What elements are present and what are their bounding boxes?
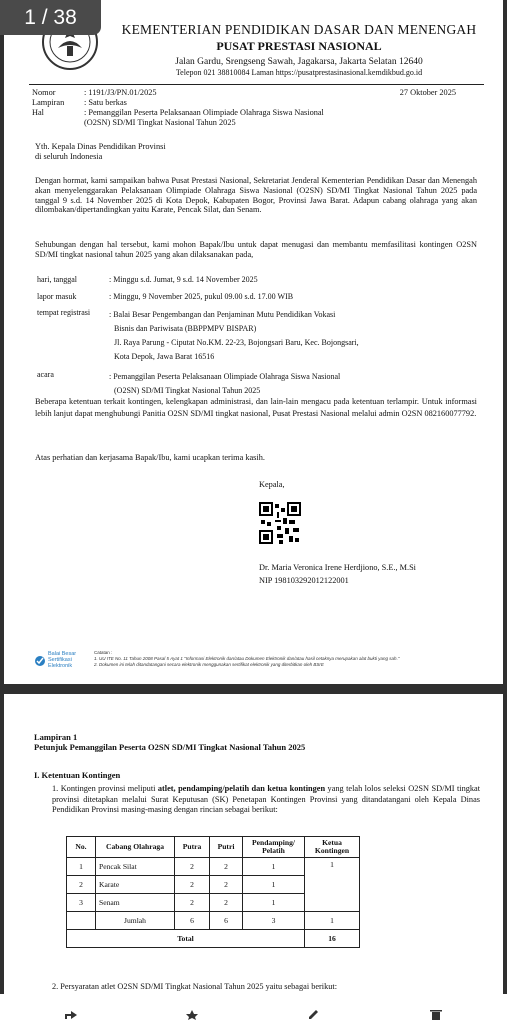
hal-value-cont: (O2SN) SD/MI Tingkat Nasional Tahun 2025: [84, 118, 236, 127]
body-paragraph-1: Dengan hormat, kami sampaikan bahwa Pusat Prestasi Nasional, Sekretariat Jenderal Kementerian Pendidikan Dasar dan Menengah akan menyelenggarakan Pelaksanaan Olimpiade Olahraga Siswa Nasional (O2SN) SD/MI Tingkat Nasional Tahun 2025 pada tanggal 9 s.d. 14 November 2025 di Kota Depok, Kabupaten Bogor, Provinsi Jawa Barat. Adapun cabang olahraga yang akan dilombakan/dipertandingkan yaitu Karate, Pencak Silat, dan Senam.: [35, 176, 477, 215]
table-row: [67, 912, 360, 930]
tempat-line-2: Bisnis dan Pariwisata (BBPPMPV BISPAR): [114, 324, 257, 333]
nomor-label: Nomor: [32, 88, 56, 97]
cell: 2: [175, 876, 210, 894]
document-page-2: [4, 694, 503, 994]
tempat-label: tempat registrasi: [37, 308, 91, 317]
cell: 2: [175, 858, 210, 876]
contingent-table: [66, 836, 360, 948]
lapor-value: : Minggu, 9 November 2025, pukul 09.00 s.d. 17.00 WIB: [109, 291, 294, 301]
address: Jalan Gardu, Srengseng Sawah, Jagakarsa, Jakarta Selatan 12640: [175, 57, 423, 67]
letter-meta: [32, 88, 482, 128]
tempat-line-4: Kota Depok, Jawa Barat 16516: [114, 352, 215, 361]
cell: Jumlah: [96, 912, 175, 930]
item-1-text-pre: Kontingen provinsi meliputi: [60, 784, 158, 793]
recipient: [35, 142, 477, 162]
col-header-pendamping: Pendamping/ Pelatih: [243, 837, 305, 858]
acara-line-2: (O2SN) SD/MI Tingkat Nasional Tahun 2025: [114, 386, 261, 395]
item-2: 2. Persyaratan atlet O2SN SD/MI Tingkat Nasional Tahun 2025 yaitu sebagai berikut:: [52, 982, 338, 991]
bsre-logo-icon: [34, 655, 46, 667]
table-total-row: [67, 930, 360, 948]
bottom-navigation-bar: [0, 994, 507, 1024]
item-1-text-post: yang telah lolos seleksi O2SN SD/MI tingkat provinsi ditetapkan melalui Surat Keputusan (SK) Penetapan Kontingen Provinsi yang ditandatangani oleh Kepala Dinas Pendidikan Provinsi masing-masing dengan rincian sebagai berikut:: [52, 784, 480, 814]
letter-date: 27 Oktober 2025: [399, 88, 456, 97]
cell: 3: [67, 894, 96, 912]
cell: 1: [243, 876, 305, 894]
cell: 2: [175, 894, 210, 912]
document-page-1: [4, 0, 503, 684]
note-1: 1. UU ITE No. 11 Tahun 2008 Pasal 5 Ayat 1 "Informasi Elektronik dan/atau Dokumen Elektronik dan/atau hasil cetaknya merupakan alat bukti yang sah.": [94, 656, 400, 661]
cell: 2: [210, 894, 243, 912]
total-label: Total: [67, 930, 305, 948]
note-2: 2. Dokumen ini telah ditandatangani secara elektronik menggunakan sertifikat elektronik yang diterbitkan oleh BSrE: [94, 662, 324, 667]
hal-value: : Pemanggilan Peserta Pelaksanaan Olimpiade Olahraga Siswa Nasional: [84, 108, 324, 117]
delete-icon[interactable]: [430, 1010, 442, 1020]
bsre-text-2: Sertifikasi: [48, 657, 72, 663]
body-paragraph-2: Sehubungan dengan hal tersebut, kami mohon Bapak/Ibu untuk dapat menugasi dan membantu memfasilitasi kontingen O2SN SD/MI tingkat nasional tahun 2025 yang akan dilaksanakan pada,: [35, 240, 477, 259]
hal-label: Hal: [32, 108, 44, 117]
cell: [67, 912, 96, 930]
cell: Senam: [96, 894, 175, 912]
col-header-cabang: Cabang Olahraga: [96, 837, 175, 858]
letterhead: [104, 22, 494, 77]
table-row: [67, 858, 360, 876]
acara-line-1: : Pemanggilan Peserta Pelaksanaan Olimpiade Olahraga Siswa Nasional: [109, 372, 341, 381]
contact-line: Telepon 021 38810084 Laman https://pusatprestasinasional.kemdikbud.go.id: [175, 68, 423, 77]
schedule-block: [37, 275, 477, 398]
signatory-name: Dr. Maria Veronica Irene Herdjiono, S.E., M.Si: [259, 563, 416, 572]
attachment-heading: [34, 732, 305, 752]
edit-icon[interactable]: [308, 1010, 320, 1020]
recipient-line-2: di seluruh Indonesia: [35, 151, 103, 161]
cell: Karate: [96, 876, 175, 894]
cell: 2: [67, 876, 96, 894]
hari-label: hari, tanggal: [37, 275, 77, 284]
cell: 1: [243, 858, 305, 876]
lapor-label: lapor masuk: [37, 291, 77, 301]
item-1-number: 1.: [52, 784, 59, 793]
col-header-no: No.: [67, 837, 96, 858]
star-icon[interactable]: [186, 1010, 198, 1020]
footer-notes: [94, 650, 484, 668]
signature-title: Kepala,: [259, 480, 285, 489]
section-heading: I. Ketentuan Kontingen: [34, 770, 121, 780]
total-value: 16: [305, 930, 360, 948]
qr-code: [259, 502, 301, 544]
note-label: Catatan :: [94, 650, 113, 655]
share-icon[interactable]: [64, 1010, 78, 1020]
lampiran-value: : Satu berkas: [84, 98, 127, 107]
cell: 2: [210, 876, 243, 894]
item-1: [52, 784, 480, 816]
attachment-title: Petunjuk Pemanggilan Peserta O2SN SD/MI Tingkat Nasional Tahun 2025: [34, 742, 306, 752]
cell: 6: [175, 912, 210, 930]
col-header-putra: Putra: [175, 837, 210, 858]
acara-label: acara: [37, 370, 54, 379]
cell: 1: [243, 894, 305, 912]
col-header-ketua: Ketua Kontingen: [305, 837, 360, 858]
nomor-value: : 1191/J3/PN.01/2025: [84, 88, 157, 97]
body-paragraph-3: Beberapa ketentuan terkait kontingen, kelengkapan administrasi, dan lain-lain mengacu pada ketentuan terlampir. Untuk informasi lebih lanjut dapat menghubungi Panitia O2SN SD/MI tingkat nasional, Pusat Prestasi Nasional melalui admin O2SN 082160077792.: [35, 397, 477, 418]
bsre-logo: [34, 649, 92, 673]
signatory-nip: NIP 198103292012122001: [259, 576, 349, 585]
recipient-line-1: Yth. Kepala Dinas Pendidikan Provinsi: [35, 142, 166, 151]
hari-value: : Minggu s.d. Jumat, 9 s.d. 14 November 2025: [109, 275, 258, 284]
col-header-putri: Putri: [210, 837, 243, 858]
page-indicator: 1 / 38: [0, 0, 101, 35]
unit-name: PUSAT PRESTASI NASIONAL: [216, 39, 382, 53]
bsre-text-1: Balai Besar: [48, 651, 77, 657]
tempat-line-1: : Balai Besar Pengembangan dan Penjaminan Mutu Pendidikan Vokasi: [109, 310, 336, 319]
lampiran-label: Lampiran: [32, 98, 65, 107]
cell: 1: [305, 912, 360, 930]
cell: 1: [67, 858, 96, 876]
cell: 6: [210, 912, 243, 930]
cell: 2: [210, 858, 243, 876]
cell: Pencak Silat: [96, 858, 175, 876]
tempat-line-3: Jl. Raya Parung - Ciputat No.KM. 22-23, Bojongsari Baru, Kec. Bojongsari,: [114, 338, 359, 347]
cell: 3: [243, 912, 305, 930]
attachment-label: Lampiran 1: [34, 732, 78, 742]
bsre-text-3: Elektronik: [48, 663, 73, 669]
body-paragraph-4: Atas perhatian dan kerjasama Bapak/Ibu, kami ucapkan terima kasih.: [35, 453, 265, 462]
item-1-text-bold: atlet, pendamping/pelatih dan ketua kontingen: [157, 784, 326, 793]
cell: 1: [305, 858, 360, 912]
ministry-name: KEMENTERIAN PENDIDIKAN DASAR DAN MENENGAH: [121, 22, 477, 37]
letterhead-divider: [29, 84, 484, 85]
